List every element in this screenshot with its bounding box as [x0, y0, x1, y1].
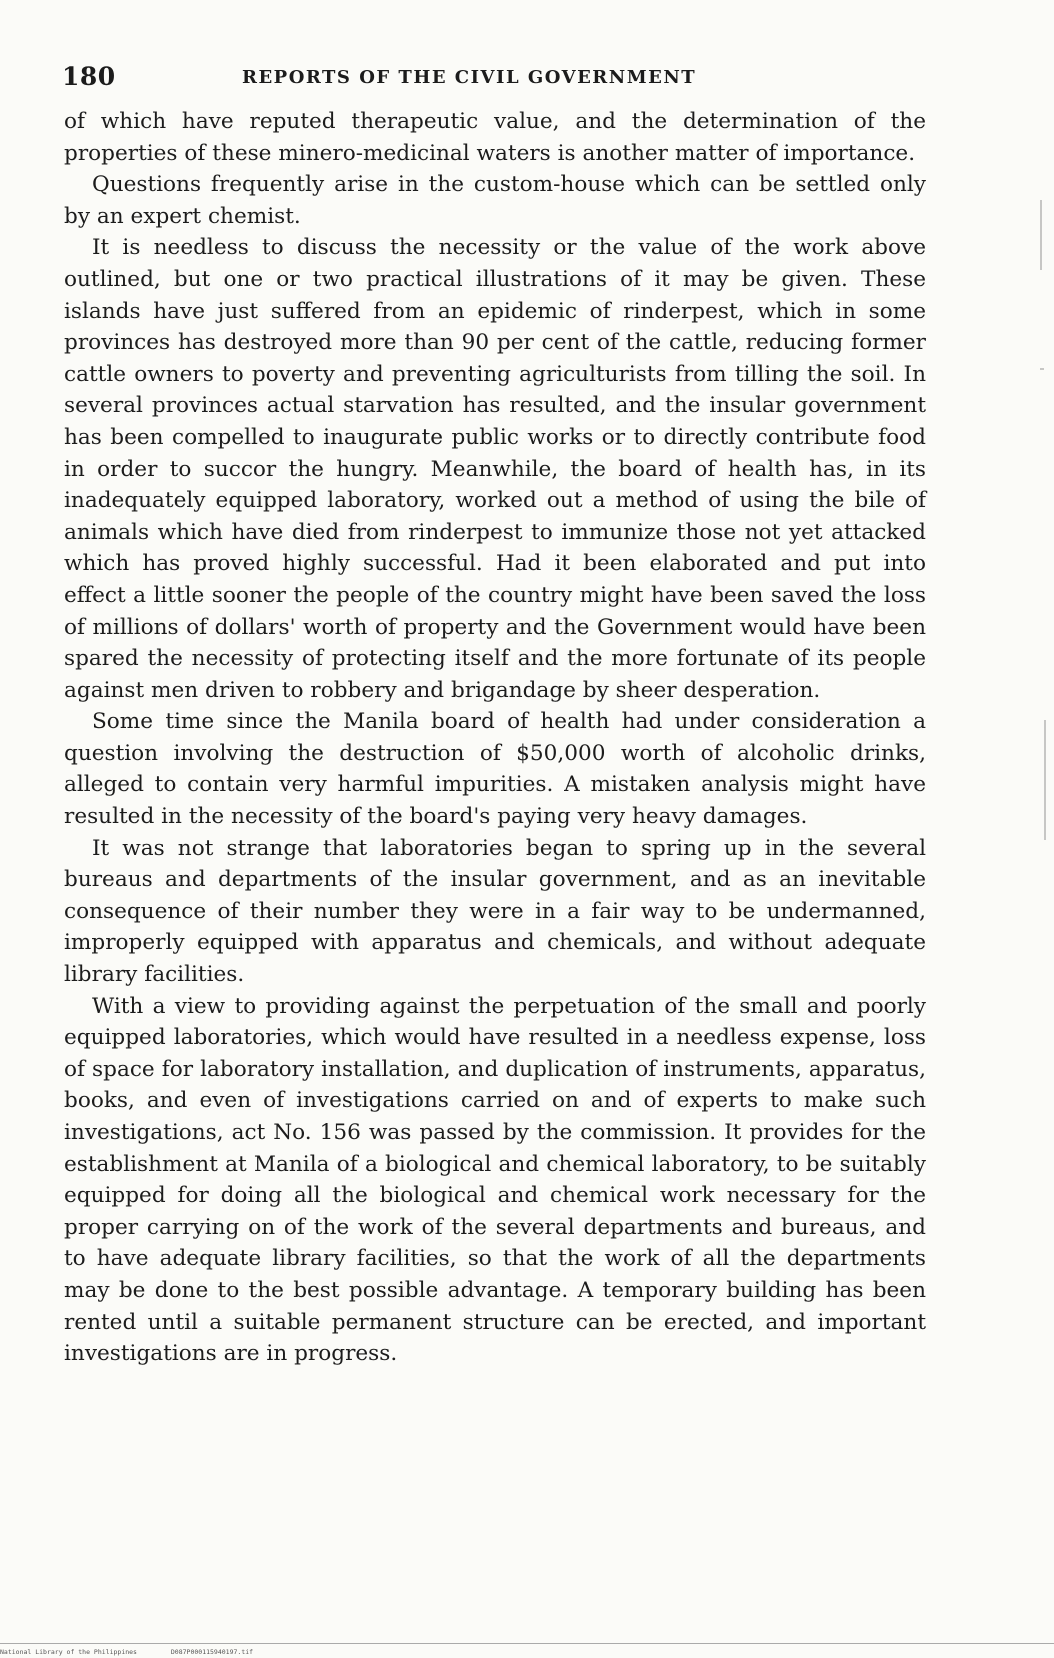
scan-footer [0, 1648, 1054, 1656]
footer-library: National Library of the Philippines [0, 1648, 137, 1656]
body-text [64, 106, 926, 1370]
paragraph-1: of which have reputed therapeutic value, and the determination of the properties of these minero-medicinal waters is another matter of importance. [64, 109, 926, 166]
paragraph-6: With a view to providing against the perpetuation of the small and poorly equipped laboratories, which would have resulted in a needless expense, loss of space for laboratory installation, and duplication of instruments, apparatus, books, and even of investigations carried on and of experts to make such investigations, act No. 156 was passed by the commission. It provides for the establishment at Manila of a biological and chemical laboratory, to be suitably equipped for doing all the biological and chemical work necessary for the proper carrying on of the work of the several departments and bureaus, and to have adequate library facilities, so that the work of all the departments may be done to the best possible advantage. A temporary building has been rented until a suitable permanent structure can be erected, and important investigations are in progress. [64, 993, 926, 1367]
paragraph-3: It is needless to discuss the necessity or the value of the work above outlined, but one or two practical illustrations of it may be given. These islands have just suffered from an epidemic of rinderpest, which in some provinces has destroyed more than 90 per cent of the cattle, reducing former cattle owners to poverty and preventing agriculturists from tilling the soil. In several provinces actual starvation has resulted, and the insular government has been compelled to inaugurate public works or to directly contribute food in order to succor the hungry. Meanwhile, the board of health has, in its inadequately equipped laboratory, worked out a method of using the bile of animals which have died from rinderpest to immunize those not yet attacked which has proved highly successful. Had it been elaborated and put into effect a little sooner the people of the country might have been saved the loss of millions of dollars' worth of property and the Government would have been spared the necessity of protecting itself and the more fortunate of its people against men driven to robbery and brigandage by sheer desperation. [64, 235, 926, 703]
page-number: 180 [62, 62, 116, 91]
scan-mark [1044, 720, 1046, 840]
paragraph-2: Questions frequently arise in the custom-house which can be settled only by an expert chemist. [64, 172, 926, 229]
page-header [62, 62, 762, 92]
scan-border [0, 1643, 1054, 1644]
footer-file-id: D087P000115940197.tif [170, 1648, 254, 1656]
scan-mark [1040, 368, 1044, 370]
running-head: REPORTS OF THE CIVIL GOVERNMENT [242, 67, 697, 88]
paragraph-5: It was not strange that laboratories began to spring up in the several bureaus and departments of the insular government, and as an inevitable consequence of their number they were in a fair way to be undermanned, improperly equipped with apparatus and chemicals, and without adequate library facilities. [64, 835, 926, 988]
paragraph-4: Some time since the Manila board of health had under consideration a question involving the destruction of $50,000 worth of alcoholic drinks, alleged to contain very harmful impurities. A mistaken analysis might have resulted in the necessity of the board's paying very heavy damages. [64, 709, 926, 830]
scan-mark [1040, 200, 1042, 270]
